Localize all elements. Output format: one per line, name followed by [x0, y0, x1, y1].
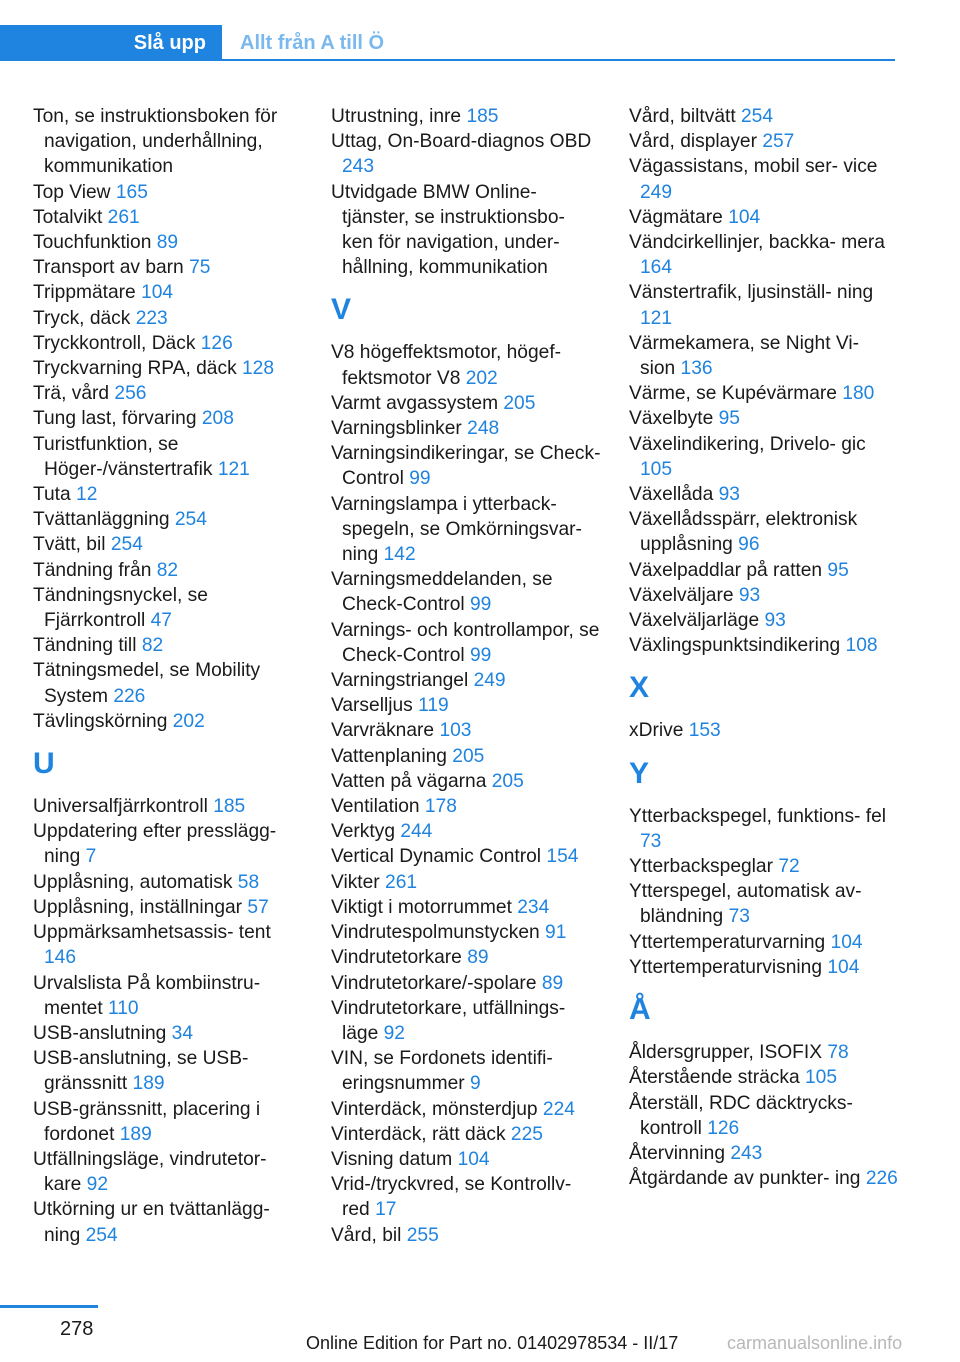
page-link[interactable]: 12 [76, 484, 98, 506]
index-entry [629, 955, 899, 980]
page-link[interactable]: 91 [545, 922, 567, 944]
index-entry-text: Ytterspegel, automatisk av- bländning [629, 881, 862, 928]
index-entry [331, 1097, 601, 1122]
index-entry [33, 406, 303, 431]
index-entry [629, 633, 899, 658]
index-entry-text: Turistfunktion, se Höger-/vänstertrafik [33, 433, 213, 480]
index-entry [629, 129, 899, 154]
index-entry-text: Vändcirkellinjer, backka- mera [629, 232, 885, 254]
index-entry [331, 1122, 601, 1147]
index-entry [33, 1097, 303, 1147]
top-navigation [0, 25, 895, 61]
page-link[interactable]: 78 [827, 1042, 849, 1064]
index-entry-text: Tändningsnyckel, se Fjärrkontroll [33, 584, 208, 632]
index-entry-text: Vård, displayer [629, 131, 757, 153]
index-entry [331, 1046, 601, 1096]
page-link[interactable]: 99 [469, 644, 492, 666]
index-entry [33, 633, 303, 658]
index-entry [331, 794, 601, 819]
page-link[interactable]: 93 [718, 484, 740, 506]
index-entry-text: Växellådsspärr, elektronisk upplåsning [629, 509, 858, 556]
index-entry [33, 482, 303, 507]
index-entry-text: Vänstertrafik, ljusinställ- ning [629, 282, 874, 304]
index-entry-text: Åtgärdande av punkter- ing [629, 1168, 861, 1190]
index-entry-text: Värmekamera, se Night Vi- sion [629, 332, 859, 380]
index-column-3 [629, 104, 899, 1191]
page-link[interactable]: 154 [546, 846, 579, 868]
page-link[interactable]: 92 [383, 1022, 405, 1044]
index-entry-text: Yttertemperaturvarning [629, 931, 826, 953]
page-number: 278 [60, 1318, 94, 1340]
index-entry-text: Tryckkontroll, Däck [33, 332, 196, 354]
index-entry [629, 930, 899, 955]
index-entry [33, 583, 303, 633]
page-link[interactable]: 7 [85, 846, 97, 868]
index-entry [331, 492, 601, 568]
index-entry [33, 104, 303, 180]
watermark: carmanualsonline.info [727, 1333, 903, 1353]
index-entry-text: Vikter [331, 871, 380, 893]
index-letter-heading: U [33, 747, 55, 781]
index-entry [33, 507, 303, 532]
index-entry [629, 854, 899, 879]
index-entry [33, 870, 303, 895]
page-link[interactable]: 180 [842, 383, 875, 405]
index-entry-text: Uttag, On-Board-diagnos OBD [331, 131, 592, 153]
page-link[interactable]: 89 [156, 232, 179, 254]
index-entry-text: Vatten på vägarna [331, 770, 487, 792]
index-entry-text: Ytterbackspeglar [629, 856, 773, 878]
index-entry [629, 1040, 899, 1065]
edition-note: Online Edition for Part no. 01402978534 - II/17 [306, 1333, 679, 1353]
page-link[interactable]: 73 [728, 906, 750, 928]
index-letter-heading: X [629, 671, 650, 705]
index-entry [33, 381, 303, 406]
tab-sla-upp[interactable]: Slå upp [0, 25, 222, 61]
page-link[interactable]: 99 [469, 594, 492, 616]
index-entry [629, 230, 899, 280]
page-link[interactable]: 146 [44, 947, 77, 969]
index-entry [629, 583, 899, 608]
index-entry [629, 104, 899, 129]
index-entry-text: Återstående sträcka [629, 1067, 800, 1089]
index-entry-text: Vinterdäck, rätt däck [331, 1123, 506, 1145]
tab-allt-fran-a-till-o[interactable]: Allt från A till Ö [240, 32, 385, 54]
index-entry-text: Vindrutetorkare/-spolare [331, 972, 537, 994]
index-entry [331, 971, 601, 996]
index-entry [629, 507, 899, 557]
index-entry-text: Vindrutetorkare [331, 947, 462, 969]
page-link[interactable]: 105 [805, 1067, 838, 1089]
page-link[interactable]: 73 [640, 830, 662, 852]
page-link[interactable]: 164 [640, 257, 673, 279]
index-entry-text: Totalvikt [33, 206, 103, 228]
index-entry-text: Vrid-/tryckvred, se Kontrollv- red [331, 1174, 572, 1221]
index-entry-text: Växelbyte [629, 408, 714, 430]
index-entry [33, 356, 303, 381]
page-link[interactable]: 223 [135, 307, 168, 329]
page-link[interactable]: 205 [491, 770, 524, 792]
index-entry [331, 104, 601, 129]
index-entry-text: Tung last, förvaring [33, 408, 197, 430]
index-letter-heading: Å [629, 993, 651, 1027]
index-entry-text: Varningsindikeringar, se Check-Control [331, 443, 601, 490]
page-link[interactable]: 178 [424, 796, 457, 818]
page-link[interactable]: 185 [213, 796, 246, 818]
index-entry-text: Tävlingskörning [33, 710, 168, 732]
index-entry-text: Varvräknare [331, 720, 435, 742]
page-link[interactable]: 104 [827, 956, 860, 978]
index-entry [331, 819, 601, 844]
index-entry-text: Universalfjärrkontroll [33, 796, 208, 818]
index-entry-text: Urvalslista På kombiinstru- mentet [33, 972, 261, 1019]
page-link[interactable]: 208 [201, 408, 234, 430]
index-entry-text: Varselljus [331, 695, 413, 717]
page-link[interactable]: 95 [718, 408, 740, 430]
index-entry [331, 945, 601, 970]
index-entry [33, 709, 303, 734]
page-link[interactable]: 17 [375, 1199, 397, 1221]
page-link[interactable]: 185 [466, 106, 499, 127]
index-entry-text: Varningslampa i ytterback- spegeln, se Omkörningsvar- ning [331, 493, 582, 566]
page-link[interactable]: 128 [242, 358, 275, 380]
index-entry [33, 532, 303, 557]
index-entry-text: Vattenplaning [331, 745, 447, 767]
page-link[interactable]: 58 [237, 871, 260, 893]
index-entry [33, 1021, 303, 1046]
page-link[interactable]: 243 [730, 1142, 763, 1164]
page-link[interactable]: 226 [113, 685, 146, 707]
index-entry-text: Växelväljarläge [629, 610, 760, 632]
page-link[interactable]: 82 [141, 635, 164, 657]
page-link[interactable]: 142 [383, 544, 416, 566]
index-entry-text: Varningsblinker [331, 418, 462, 440]
index-entry-text: Växelväljare [629, 584, 734, 606]
index-entry [33, 1197, 303, 1247]
page-link[interactable]: 92 [86, 1174, 109, 1196]
index-entry [33, 1147, 303, 1197]
index-entry-text: Tändning från [33, 559, 152, 581]
index-entry [331, 340, 601, 390]
index-entry-text: Tuta [33, 484, 71, 506]
index-entry-text: Värme, se Kupévärmare [629, 383, 837, 405]
index-entry [331, 920, 601, 945]
index-entry [331, 618, 601, 668]
index-entry-text: Viktigt i motorrummet [331, 896, 512, 918]
index-entry-text: USB-anslutning [33, 1022, 167, 1044]
page-link[interactable]: 104 [728, 206, 761, 228]
page-link[interactable]: 244 [400, 821, 433, 843]
index-entry [331, 441, 601, 491]
index-entry [331, 895, 601, 920]
page-link[interactable]: 255 [406, 1224, 439, 1246]
index-column-1 [33, 104, 303, 1248]
page-link[interactable]: 104 [830, 931, 863, 953]
index-entry-text: V8 högeffektsmotor, högef- fektsmotor V8 [331, 342, 562, 389]
page-link[interactable]: 103 [439, 720, 472, 742]
index-entry-text: Varningsmeddelanden, se Check-Control [331, 569, 553, 616]
index-entry [629, 381, 899, 406]
index-entry-text: Tryck, däck [33, 307, 131, 329]
index-entry-text: Varmt avgassystem [331, 392, 499, 414]
index-entry-text: Utkörning ur en tvättanlägg- ning [33, 1199, 270, 1246]
page-link[interactable]: 47 [150, 610, 172, 632]
index-entry [629, 280, 899, 330]
index-entry-text: Vård, bil [331, 1224, 402, 1246]
index-entry [331, 180, 601, 281]
page-link[interactable]: 93 [764, 610, 786, 632]
page-link[interactable]: 110 [108, 997, 139, 1019]
index-entry [331, 769, 601, 794]
index-entry [33, 819, 303, 869]
index-entry [33, 558, 303, 583]
index-entry-text: Växelindikering, Drivelo- gic [629, 433, 866, 455]
index-entry [629, 432, 899, 482]
page-link[interactable]: 225 [510, 1123, 543, 1145]
page-link[interactable]: 248 [467, 418, 500, 440]
index-entry-text: Trä, vård [33, 383, 110, 405]
index-column-2 [331, 104, 601, 1248]
index-entry [33, 1046, 303, 1096]
page-link[interactable]: 249 [640, 181, 673, 203]
page-link[interactable]: 108 [845, 635, 878, 657]
index-entry [331, 129, 601, 179]
index-entry [629, 205, 899, 230]
page-link[interactable]: 72 [778, 856, 800, 878]
index-letter-heading: V [331, 293, 352, 327]
header-rule [0, 59, 895, 61]
index-entry [629, 558, 899, 583]
index-entry-text: Utvidgade BMW Online- tjänster, se instruktionsbo- ken för navigation, under- hållning, kommunikation [331, 181, 565, 279]
index-entry [33, 255, 303, 280]
index-entry [331, 1147, 601, 1172]
index-entry [629, 1091, 899, 1141]
index-entry-text: Trippmätare [33, 282, 136, 304]
page-link[interactable]: 205 [503, 392, 536, 414]
index-entry [629, 1141, 899, 1166]
index-letter-heading: Y [629, 756, 650, 790]
index-entry [33, 794, 303, 819]
page-link[interactable]: 254 [174, 509, 207, 531]
index-entry-text: Vägassistans, mobil ser- vice [629, 156, 878, 178]
index-entry [629, 608, 899, 633]
index-entry [629, 879, 899, 929]
index-entry [33, 306, 303, 331]
index-entry [629, 718, 899, 743]
index-entry-text: Återställ, RDC däcktrycks- kontroll [629, 1092, 853, 1139]
index-entry [33, 205, 303, 230]
index-entry [629, 331, 899, 381]
index-entry-text: Vård, biltvätt [629, 106, 736, 127]
index-entry [33, 895, 303, 920]
index-entry-text: Växlingspunktsindikering [629, 635, 841, 657]
index-entry-text: Top View [33, 181, 111, 203]
page-link[interactable]: 249 [473, 670, 506, 692]
index-entry-text: Vägmätare [629, 206, 723, 228]
index-entry-text: Tvättanläggning [33, 509, 170, 531]
index-entry-text: Utfällningsläge, vindrutetor- kare [33, 1148, 267, 1196]
page-link[interactable]: 104 [141, 282, 174, 304]
page-link[interactable]: 243 [342, 156, 375, 178]
index-entry-text: Upplåsning, inställningar [33, 896, 243, 918]
index-entry [33, 280, 303, 305]
index-entry [331, 844, 601, 869]
index-entry-text: Åldersgrupper, ISOFIX [629, 1042, 823, 1064]
page-link[interactable]: 96 [738, 534, 760, 556]
index-entry-text: Återvinning [629, 1142, 725, 1164]
index-entry-text: Ton, se instruktionsboken för navigation, underhållning, kommunikation [33, 106, 278, 178]
page-link[interactable]: 254 [110, 534, 143, 556]
index-entry-text: Visning datum [331, 1148, 453, 1170]
index-entry-text: Växellåda [629, 484, 714, 506]
index-entry-text: Tryckvarning RPA, däck [33, 358, 237, 380]
index-entry-text: Utrustning, inre [331, 106, 462, 127]
index-entry [629, 154, 899, 204]
index-entry [33, 331, 303, 356]
index-entry-text: xDrive [629, 720, 684, 742]
index-entry-text: Växelpaddlar på ratten [629, 559, 823, 581]
index-entry [629, 1166, 899, 1191]
index-entry [629, 804, 899, 854]
page-link[interactable]: 165 [115, 181, 148, 203]
index-entry [331, 567, 601, 617]
index-entry-text: Ventilation [331, 796, 420, 818]
index-entry-text: Uppdatering efter presslägg- ning [33, 821, 277, 868]
index-entry [331, 718, 601, 743]
index-entry-text: Tändning till [33, 635, 137, 657]
page-link[interactable]: 75 [189, 257, 211, 279]
index-entry-text: Vertical Dynamic Control [331, 846, 542, 868]
page-link[interactable]: 57 [247, 896, 269, 918]
page-link[interactable]: 136 [680, 358, 713, 380]
page-link[interactable]: 205 [452, 745, 485, 767]
index-entry [33, 230, 303, 255]
index-entry [331, 391, 601, 416]
page-link[interactable]: 261 [107, 206, 140, 228]
page-link[interactable]: 126 [707, 1117, 740, 1139]
index-entry [33, 432, 303, 482]
index-entry-text: Ytterbackspegel, funktions- fel [629, 805, 887, 827]
page-link[interactable]: 82 [156, 559, 179, 581]
index-entry [33, 180, 303, 205]
footer-rule [0, 1305, 98, 1308]
index-entry [33, 971, 303, 1021]
page-link[interactable]: 119 [418, 695, 449, 717]
page-link[interactable]: 89 [467, 947, 489, 969]
page-link[interactable]: 234 [517, 896, 550, 918]
index-entry [331, 416, 601, 441]
index-entry [331, 996, 601, 1046]
page-link[interactable]: 121 [217, 458, 250, 480]
page-link[interactable]: 224 [542, 1098, 575, 1120]
index-entry [331, 1172, 601, 1222]
index-entry-text: USB-gränssnitt, placering i fordonet [33, 1098, 261, 1145]
index-entry-text: Transport av barn [33, 257, 184, 279]
index-entry-text: Varningstriangel [331, 670, 469, 692]
page-link[interactable]: 254 [741, 106, 774, 127]
page-link[interactable]: 254 [85, 1224, 118, 1246]
page-link[interactable]: 189 [132, 1073, 165, 1095]
index-entry [629, 406, 899, 431]
index-entry [331, 870, 601, 895]
page-link[interactable]: 189 [119, 1123, 152, 1145]
page-link[interactable]: 121 [640, 307, 673, 329]
index-entry-text: USB-anslutning, se USB- gränssnitt [33, 1048, 249, 1095]
index-entry-text: Varnings- och kontrollampor, se Check-Control [331, 619, 600, 666]
page-link[interactable]: 34 [171, 1022, 194, 1044]
index-entry [331, 668, 601, 693]
index-entry [629, 1065, 899, 1090]
index-entry [331, 693, 601, 718]
index-entry [33, 920, 303, 970]
index-entry-text: VIN, se Fordonets identifi- eringsnummer [331, 1048, 553, 1095]
index-entry-text: Verktyg [331, 821, 395, 843]
index-entry-text: Tätningsmedel, se Mobility System [33, 660, 261, 707]
index-entry-text: Tvätt, bil [33, 534, 106, 556]
index-entry [629, 482, 899, 507]
index-entry [331, 744, 601, 769]
page-link[interactable]: 256 [114, 383, 147, 405]
index-entry-text: Upplåsning, automatisk [33, 871, 233, 893]
page-link[interactable]: 261 [385, 871, 418, 893]
page-link[interactable]: 153 [688, 720, 721, 742]
index-entry-text: Uppmärksamhetsassis- tent [33, 922, 271, 944]
page-link[interactable]: 99 [409, 468, 431, 490]
index-entry-text: Yttertemperaturvisning [629, 956, 823, 978]
page-link[interactable]: 93 [738, 584, 761, 606]
page-link[interactable]: 89 [541, 972, 564, 994]
page-link[interactable]: 226 [865, 1168, 898, 1190]
page-link[interactable]: 9 [469, 1073, 481, 1095]
page-link[interactable]: 104 [457, 1148, 490, 1170]
page-link[interactable]: 95 [827, 559, 849, 581]
index-entry-text: Vindrutespolmunstycken [331, 922, 540, 944]
index-entry-text: Vindrutetorkare, utfällnings- läge [331, 997, 566, 1044]
index-entry-text: Vinterdäck, mönsterdjup [331, 1098, 538, 1120]
index-entry [33, 658, 303, 708]
page-link[interactable]: 105 [640, 458, 673, 480]
index-entry-text: Touchfunktion [33, 232, 152, 254]
page-link[interactable]: 202 [465, 367, 498, 389]
page-link[interactable]: 126 [200, 332, 233, 354]
page-link[interactable]: 257 [762, 131, 795, 153]
page-link[interactable]: 202 [172, 710, 205, 732]
index-entry [331, 1223, 601, 1248]
